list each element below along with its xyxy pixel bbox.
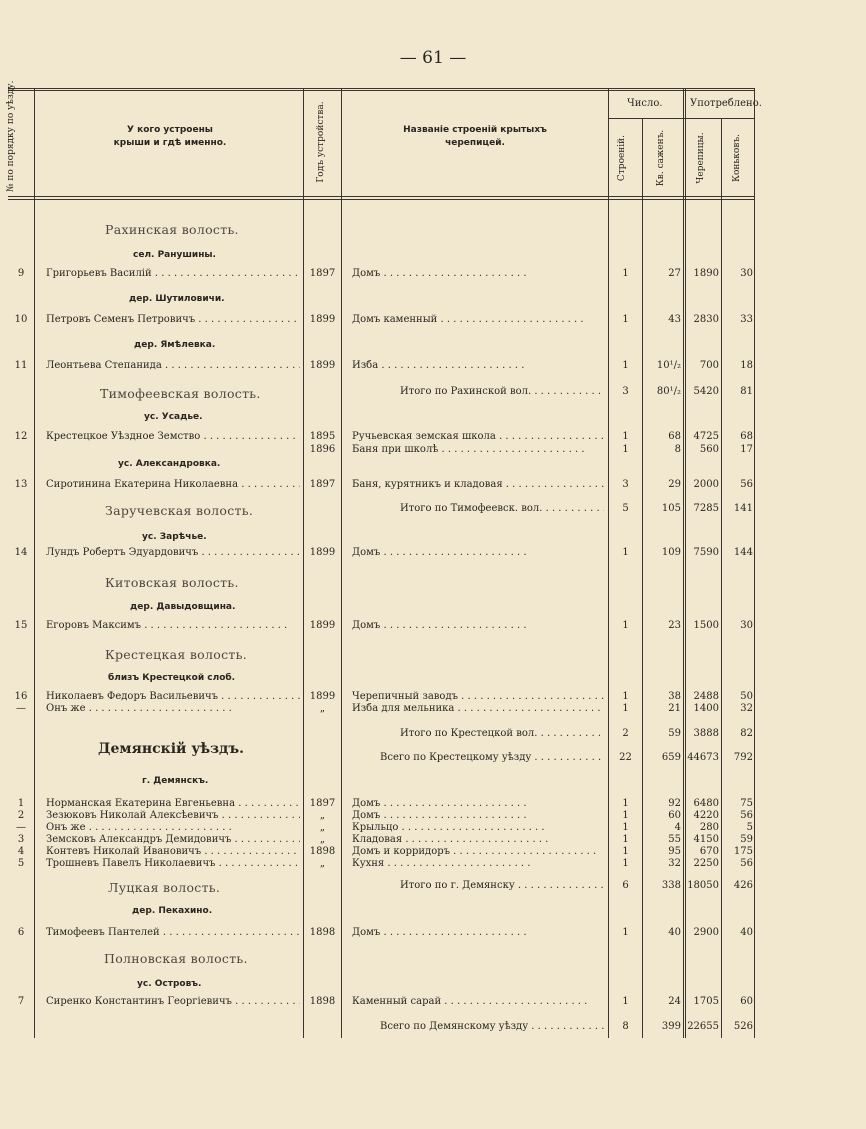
tiles-used: 2488 (693, 691, 719, 702)
total-ridge: 792 (733, 752, 753, 763)
tiles-used: 1705 (693, 996, 719, 1007)
building-type-text: Домъ (352, 810, 381, 821)
year-built: „ (319, 858, 326, 869)
owner-name-text: Зезюковъ Николай Алексѣевичъ (46, 810, 219, 821)
building-type-text: Черепичный заводъ (352, 691, 458, 702)
building-type (352, 927, 604, 939)
total-sazhen: 338 (661, 880, 681, 891)
owner-name (46, 547, 300, 559)
building-count: 1 (622, 431, 629, 442)
tiles-used: 1500 (693, 620, 719, 631)
tiles-used: 2000 (693, 479, 719, 490)
total-label-text: Итого по г. Демянску (400, 880, 515, 891)
building-type (352, 314, 604, 326)
total-tiles: 44673 (687, 752, 719, 763)
ridge-tiles-used: 56 (740, 479, 753, 490)
building-count: 1 (622, 703, 629, 714)
header-col-buildings: Строеній. (617, 134, 627, 182)
total-count: 3 (622, 386, 629, 397)
row-number: — (16, 703, 26, 714)
header-group-count: Число. (627, 98, 663, 109)
section-heading: Полновская волость. (104, 951, 248, 966)
ridge-tiles-used: 33 (740, 314, 753, 325)
building-count: 1 (622, 927, 629, 938)
total-label-text: Итого по Рахинской вол. (400, 386, 532, 397)
tiles-used: 4725 (693, 431, 719, 442)
building-type-text: Кладовая (352, 834, 403, 845)
tiles-used: 2830 (693, 314, 719, 325)
row-number: — (16, 822, 26, 833)
building-type (352, 444, 604, 456)
place-heading: близъ Крестецкой слоб. (108, 673, 236, 683)
square-sazhen: 29 (668, 479, 681, 490)
total-tiles: 3888 (693, 728, 719, 739)
year-built: 1898 (309, 927, 336, 938)
total-label-text: Всего по Крестецкому уѣзду (380, 752, 532, 763)
building-count: 1 (622, 858, 629, 869)
place-heading: сел. Ранушины. (133, 250, 216, 260)
square-sazhen: 38 (668, 691, 681, 702)
square-sazhen: 27 (668, 268, 681, 279)
place-heading: дер. Шутиловичи. (129, 294, 225, 304)
total-sazhen: 59 (668, 728, 681, 739)
owner-name (46, 268, 300, 280)
year-built: 1899 (309, 314, 336, 325)
ridge-tiles-used: 68 (740, 431, 753, 442)
owner-name-text: Леонтьева Степанида (46, 360, 162, 371)
owner-name (46, 996, 300, 1008)
total-ridge: 426 (733, 880, 753, 891)
building-count: 3 (622, 479, 629, 490)
year-built: 1897 (309, 798, 336, 809)
owner-name-text: Егоровъ Максимъ (46, 620, 142, 631)
square-sazhen: 21 (668, 703, 681, 714)
square-sazhen: 40 (668, 927, 681, 938)
building-type-text: Крыльцо (352, 822, 399, 833)
owner-name (46, 798, 300, 810)
square-sazhen: 55 (668, 834, 681, 845)
header-col-building: Названіе строеній крытыхъ черепицей. (403, 125, 547, 148)
row-number: 13 (14, 479, 28, 490)
owner-name-text: Трошневъ Павелъ Николаевичъ (46, 858, 216, 869)
year-built: „ (319, 703, 326, 714)
building-type (352, 547, 604, 559)
building-type (352, 479, 604, 491)
owner-name-text: Сиренко Константинъ Георгіевичъ (46, 996, 232, 1007)
building-type-text: Ручьевская земская школа (352, 431, 496, 442)
place-heading: ус. Усадье. (144, 412, 203, 422)
total-ridge: 81 (740, 386, 753, 397)
section-heading: Крестецкая волость. (105, 647, 247, 662)
header-col-no: № по порядку по уѣзду. (6, 80, 16, 192)
square-sazhen: 10¹/₂ (656, 360, 681, 371)
section-heading: Тимофеевская волость. (100, 386, 261, 401)
building-type (352, 996, 604, 1008)
section-heading: Рахинская волость. (105, 222, 239, 237)
col-sep-1 (34, 88, 35, 1038)
owner-name-text: Онъ же (46, 822, 86, 833)
year-built: „ (319, 810, 326, 821)
row-number: 12 (14, 431, 28, 442)
ridge-tiles-used: 56 (740, 858, 753, 869)
building-type-text: Изба (352, 360, 379, 371)
ridge-tiles-used: 175 (733, 846, 753, 857)
total-count: 5 (622, 503, 629, 514)
building-count: 1 (622, 822, 629, 833)
year-built: 1897 (309, 268, 336, 279)
total-label (400, 880, 604, 892)
building-count: 1 (622, 691, 629, 702)
tiles-used: 700 (699, 360, 719, 371)
row-number: 9 (17, 268, 25, 279)
ridge-tiles-used: 17 (740, 444, 753, 455)
owner-name-text: Григорьевъ Василій (46, 268, 152, 279)
col-sep-6 (683, 88, 684, 1038)
total-count: 22 (619, 752, 632, 763)
header-col-sazhen: Кв. саженъ. (656, 129, 666, 187)
row-number: 7 (17, 996, 25, 1007)
row-number: 15 (14, 620, 28, 631)
total-label (400, 503, 604, 515)
row-number: 2 (17, 810, 25, 821)
total-ridge: 82 (740, 728, 753, 739)
building-count: 1 (622, 547, 629, 558)
owner-name-text: Норманская Екатерина Евгеньевна (46, 798, 236, 809)
total-tiles: 5420 (693, 386, 719, 397)
row-number: 10 (14, 314, 28, 325)
building-type (352, 431, 604, 443)
building-type (352, 703, 604, 715)
tiles-used: 280 (699, 822, 719, 833)
row-number: 5 (17, 858, 25, 869)
building-type (352, 834, 604, 846)
owner-name-text: Контевъ Николай Ивановичъ (46, 846, 202, 857)
owner-name (46, 810, 300, 822)
ridge-tiles-used: 60 (740, 996, 753, 1007)
row-number: 6 (17, 927, 25, 938)
place-heading: г. Демянскъ. (142, 776, 209, 786)
total-label (380, 752, 604, 764)
tiles-used: 2250 (693, 858, 719, 869)
table-top-rule (8, 88, 754, 89)
square-sazhen: 60 (668, 810, 681, 821)
tiles-used: 7590 (693, 547, 719, 558)
header-col-tiles: Черепицы. (696, 132, 706, 184)
total-ridge: 141 (733, 503, 753, 514)
header-col-year: Годъ устройства. (316, 101, 326, 183)
building-type (352, 691, 604, 703)
row-number: 3 (17, 834, 25, 845)
tiles-used: 1890 (693, 268, 719, 279)
ridge-tiles-used: 30 (740, 268, 753, 279)
tiles-used: 560 (699, 444, 719, 455)
building-count: 1 (622, 846, 629, 857)
owner-name (46, 479, 300, 491)
building-type-text: Кухня (352, 858, 385, 869)
section-heading-district: Демянскій уѣздъ. (98, 741, 245, 757)
page-number: — 61 — (399, 48, 467, 68)
building-type-text: Домъ (352, 620, 381, 631)
year-built: „ (319, 822, 326, 833)
building-type-text: Баня при школѣ (352, 444, 439, 455)
square-sazhen: 8 (674, 444, 681, 455)
tiles-used: 4220 (693, 810, 719, 821)
owner-name-text: Крестецкое Уѣздное Земство (46, 431, 201, 442)
place-heading: ус. Островъ. (137, 979, 202, 989)
section-heading: Китовская волость. (105, 575, 239, 590)
building-count: 1 (622, 798, 629, 809)
square-sazhen: 43 (668, 314, 681, 325)
building-type (352, 822, 604, 834)
owner-name (46, 431, 300, 443)
header-group-used: Употреблено. (690, 98, 762, 109)
total-count: 2 (622, 728, 629, 739)
row-number: 16 (14, 691, 28, 702)
total-count: 8 (622, 1021, 629, 1032)
building-type-text: Домъ каменный (352, 314, 438, 325)
square-sazhen: 68 (668, 431, 681, 442)
building-count: 1 (622, 996, 629, 1007)
owner-name (46, 858, 300, 870)
total-sazhen: 105 (661, 503, 681, 514)
owner-name-text: Петровъ Семенъ Петровичъ (46, 314, 196, 325)
total-tiles: 18050 (687, 880, 719, 891)
building-type (352, 360, 604, 372)
place-heading: ус. Зарѣчье. (142, 532, 207, 542)
building-type-text: Каменный сарай (352, 996, 442, 1007)
col-sep-4 (608, 88, 609, 1038)
building-count: 1 (622, 314, 629, 325)
total-ridge: 526 (733, 1021, 753, 1032)
total-tiles: 7285 (693, 503, 719, 514)
row-number: 11 (14, 360, 28, 371)
col-sep-2 (303, 88, 304, 1038)
owner-name (46, 846, 300, 858)
square-sazhen: 23 (668, 620, 681, 631)
owner-name (46, 620, 300, 632)
ridge-tiles-used: 144 (733, 547, 753, 558)
ridge-tiles-used: 75 (740, 798, 753, 809)
row-number: 4 (17, 846, 25, 857)
building-count: 1 (622, 834, 629, 845)
tiles-used: 4150 (693, 834, 719, 845)
building-type (352, 620, 604, 632)
building-type (352, 846, 604, 858)
owner-name (46, 703, 300, 715)
owner-name-text: Николаевъ Федоръ Васильевичъ (46, 691, 218, 702)
tiles-used: 2900 (693, 927, 719, 938)
building-type-text: Баня, курятникъ и кладовая (352, 479, 503, 490)
place-heading: дер. Пекахино. (132, 906, 213, 916)
ridge-tiles-used: 59 (740, 834, 753, 845)
total-tiles: 22655 (687, 1021, 719, 1032)
building-type (352, 858, 604, 870)
table-top-rule-2 (8, 90, 754, 91)
year-built: 1895 (309, 431, 336, 442)
owner-name-text: Онъ же (46, 703, 86, 714)
col-sep-3 (341, 88, 342, 1038)
square-sazhen: 32 (668, 858, 681, 869)
col-sep-8 (754, 88, 755, 1038)
row-number: 14 (14, 547, 28, 558)
ridge-tiles-used: 32 (740, 703, 753, 714)
square-sazhen: 109 (661, 547, 681, 558)
building-count: 1 (622, 268, 629, 279)
total-label-text: Итого по Крестецкой вол. (400, 728, 538, 739)
owner-name-text: Тимофеевъ Пантелей (46, 927, 160, 938)
owner-name (46, 834, 300, 846)
year-built: 1897 (309, 479, 336, 490)
ridge-tiles-used: 40 (740, 927, 753, 938)
place-heading: ус. Александровка. (118, 459, 221, 469)
total-label (400, 728, 604, 740)
year-built: 1899 (309, 691, 336, 702)
owner-name-text: Сиротинина Екатерина Николаевна (46, 479, 239, 490)
total-label (400, 386, 604, 398)
year-built: 1896 (309, 444, 336, 455)
owner-name (46, 691, 300, 703)
ridge-tiles-used: 18 (740, 360, 753, 371)
square-sazhen: 24 (668, 996, 681, 1007)
building-count: 1 (622, 360, 629, 371)
total-label (380, 1021, 604, 1033)
year-built: 1898 (309, 846, 336, 857)
owner-name (46, 360, 300, 372)
tiles-used: 670 (699, 846, 719, 857)
building-type-text: Домъ и корридоръ (352, 846, 450, 857)
building-count: 1 (622, 620, 629, 631)
building-type (352, 810, 604, 822)
building-type-text: Домъ (352, 927, 381, 938)
col-sep-5 (642, 118, 643, 1038)
building-type-text: Домъ (352, 798, 381, 809)
total-label-text: Итого по Тимофеевск. вол. (400, 503, 543, 514)
year-built: 1899 (309, 360, 336, 371)
total-sazhen: 399 (661, 1021, 681, 1032)
owner-name (46, 927, 300, 939)
ridge-tiles-used: 5 (746, 822, 753, 833)
total-label-text: Всего по Демянскому уѣзду (380, 1021, 529, 1032)
ridge-tiles-used: 50 (740, 691, 753, 702)
tiles-used: 6480 (693, 798, 719, 809)
place-heading: дер. Давыдовщина. (130, 602, 236, 612)
ridge-tiles-used: 56 (740, 810, 753, 821)
year-built: 1898 (309, 996, 336, 1007)
total-sazhen: 80¹/₂ (656, 386, 681, 397)
row-number: 1 (17, 798, 25, 809)
section-heading: Луцкая волость. (108, 880, 221, 895)
col-sep-6b (685, 88, 686, 1038)
building-type (352, 798, 604, 810)
tiles-used: 1400 (693, 703, 719, 714)
group-header-rule (608, 118, 754, 119)
building-count: 1 (622, 810, 629, 821)
place-heading: дер. Ямѣлевка. (134, 340, 216, 350)
owner-name-text: Земсковъ Александръ Демидовичъ (46, 834, 232, 845)
square-sazhen: 4 (674, 822, 681, 833)
total-sazhen: 659 (661, 752, 681, 763)
owner-name (46, 314, 300, 326)
building-type-text: Изба для мельника (352, 703, 455, 714)
year-built: 1899 (309, 547, 336, 558)
year-built: „ (319, 834, 326, 845)
section-heading: Заручевская волость. (105, 503, 254, 518)
year-built: 1899 (309, 620, 336, 631)
header-col-ridge: Коньковъ. (732, 134, 742, 182)
ridge-tiles-used: 30 (740, 620, 753, 631)
owner-name (46, 822, 300, 834)
owner-name-text: Лундъ Робертъ Эдуардовичъ (46, 547, 199, 558)
building-type-text: Домъ (352, 547, 381, 558)
square-sazhen: 92 (668, 798, 681, 809)
building-count: 1 (622, 444, 629, 455)
building-type-text: Домъ (352, 268, 381, 279)
col-sep-7 (721, 118, 722, 1038)
header-col-owner: У кого устроены крыши и гдѣ именно. (113, 125, 227, 148)
building-type (352, 268, 604, 280)
total-count: 6 (622, 880, 629, 891)
square-sazhen: 95 (668, 846, 681, 857)
